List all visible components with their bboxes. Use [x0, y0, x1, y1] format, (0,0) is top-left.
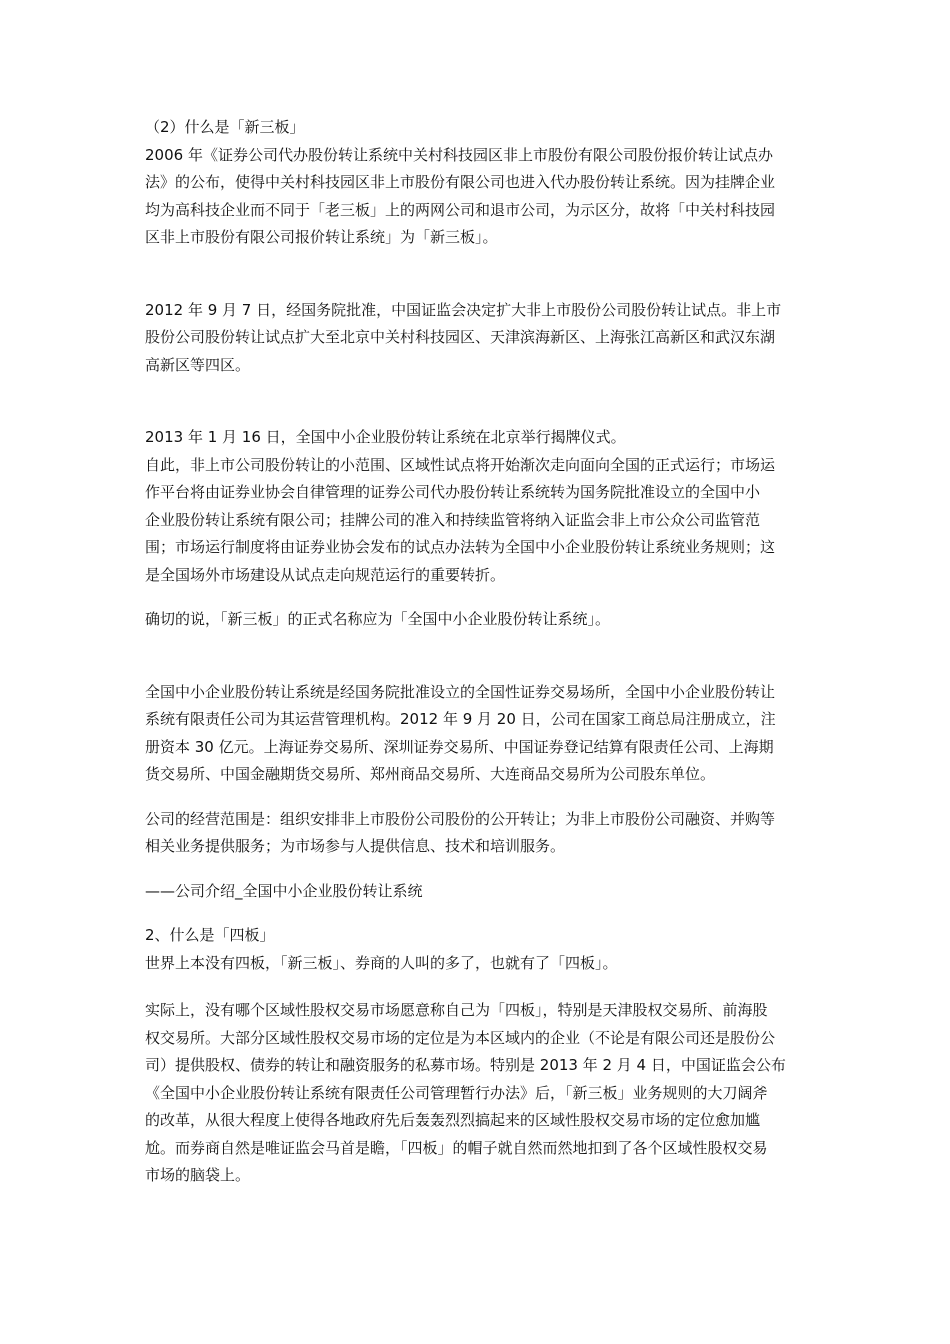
text-line: 作平台将由证券业协会自律管理的证券公司代办股份转让系统转为国务院批准设立的全国中小	[145, 483, 761, 501]
paragraph-gap	[145, 252, 810, 297]
text-line: 围；市场运行制度将由证券业协会发布的试点办法转为全国中小企业股份转让系统业务规则；这	[145, 538, 776, 556]
expansion-2012-block	[145, 297, 810, 380]
source-block	[145, 878, 810, 906]
business-scope-block	[145, 806, 810, 861]
paragraph-gap	[145, 861, 810, 878]
section-heading-xinsanban: （2）什么是「新三板」	[145, 118, 305, 136]
text-line: 2006 年《证券公司代办股份转让系统中关村科技园区非上市股份有限公司股份报价转让试点办	[145, 145, 773, 164]
text-line: 世界上本没有四板，「新三板」、券商的人叫的多了，也就有了「四板」。	[145, 953, 618, 972]
official-name-block	[145, 606, 810, 634]
text-line: 企业股份转让系统有限公司；挂牌公司的准入和持续监管将纳入证监会非上市公众公司监管范	[145, 510, 761, 529]
text-line: 自此，非上市公司股份转让的小范围、区域性试点将开始渐次走向面向全国的正式运行；市场运	[145, 455, 776, 474]
source-attribution: ——公司介绍_全国中小企业股份转让系统	[145, 881, 423, 900]
text-line: 确切的说，「新三板」的正式名称应为「全国中小企业股份转让系统」。	[145, 610, 611, 628]
text-line: 货交易所、中国金融期货交易所、郑州商品交易所、大连商品交易所为公司股东单位。	[145, 765, 716, 783]
text-line: 系统有限责任公司为其运营管理机构。2012 年 9 月 20 日，公司在国家工商总局注册成立，注	[145, 710, 776, 728]
paragraph-gap	[145, 634, 810, 679]
section-heading-siban: 2、什么是「四板」	[145, 926, 275, 944]
text-line: 实际上，没有哪个区域性股权交易市场愿意称自己为「四板」，特别是天津股权交易所、前海股	[145, 1001, 768, 1019]
text-line: 的改革，从很大程度上使得各地政府先后轰轰烈烈搞起来的区域性股权交易市场的定位愈加尴	[145, 1111, 761, 1129]
text-line: 册资本 30 亿元。上海证券交易所、深圳证券交易所、中国证券登记结算有限责任公司、上海期	[145, 737, 774, 756]
text-line: 法》的公布，使得中关村科技园区非上市股份有限公司也进入代办股份转让系统。因为挂牌企业	[145, 173, 776, 191]
text-line: 司）提供股权、债券的转让和融资服务的私募市场。特别是 2013 年 2 月 4 日，中国证监会公布	[145, 1056, 786, 1074]
launch-2013-block	[145, 424, 810, 589]
text-line: 均为高科技企业而不同于「老三板」上的两网公司和退市公司，为示区分，故将「中关村科技园	[145, 200, 776, 219]
text-line: 权交易所。大部分区域性股权交易市场的定位是为本区域内的企业（不论是有限公司还是股份公	[145, 1028, 776, 1047]
text-line: 区非上市股份有限公司报价转让系统」为「新三板」。	[145, 228, 498, 246]
paragraph-gap	[145, 589, 810, 606]
text-line: 尬。而券商自然是唯证监会马首是瞻，「四板」的帽子就自然而然地扣到了各个区域性股权交易	[145, 1138, 768, 1157]
text-line: 相关业务提供服务；为市场参与人提供信息、技术和培训服务。	[145, 837, 566, 855]
text-line: 2013 年 1 月 16 日，全国中小企业股份转让系统在北京举行揭牌仪式。	[145, 428, 626, 446]
text-line: 公司的经营范围是：组织安排非上市股份公司股份的公开转让；为非上市股份公司融资、并购等	[145, 809, 776, 828]
text-line: 市场的脑袋上。	[145, 1166, 251, 1184]
text-line: 股份公司股份转让试点扩大至北京中关村科技园区、天津滨海新区、上海张江高新区和武汉东湖	[145, 328, 776, 346]
text-line: 2012 年 9 月 7 日，经国务院批准，中国证监会决定扩大非上市股份公司股份转让试点。非上市	[145, 300, 782, 319]
sibans-detail-block	[145, 997, 810, 1190]
system-intro-block	[145, 679, 810, 789]
paragraph-gap	[145, 977, 810, 997]
text-line: 高新区等四区。	[145, 355, 251, 374]
text-line: 全国中小企业股份转让系统是经国务院批准设立的全国性证券交易场所，全国中小企业股份转让	[145, 682, 776, 701]
document-body	[145, 114, 810, 1190]
text-line: 是全国场外市场建设从试点走向规范运行的重要转折。	[145, 565, 506, 584]
paragraph-gap	[145, 379, 810, 424]
paragraph-gap	[145, 789, 810, 806]
paragraph-gap	[145, 905, 810, 922]
sibans-heading-block	[145, 922, 810, 977]
text-line: 《全国中小企业股份转让系统有限责任公司管理暂行办法》后，「新三板」业务规则的大刀阔斧	[145, 1083, 768, 1102]
xinsanban-heading-block	[145, 114, 810, 252]
